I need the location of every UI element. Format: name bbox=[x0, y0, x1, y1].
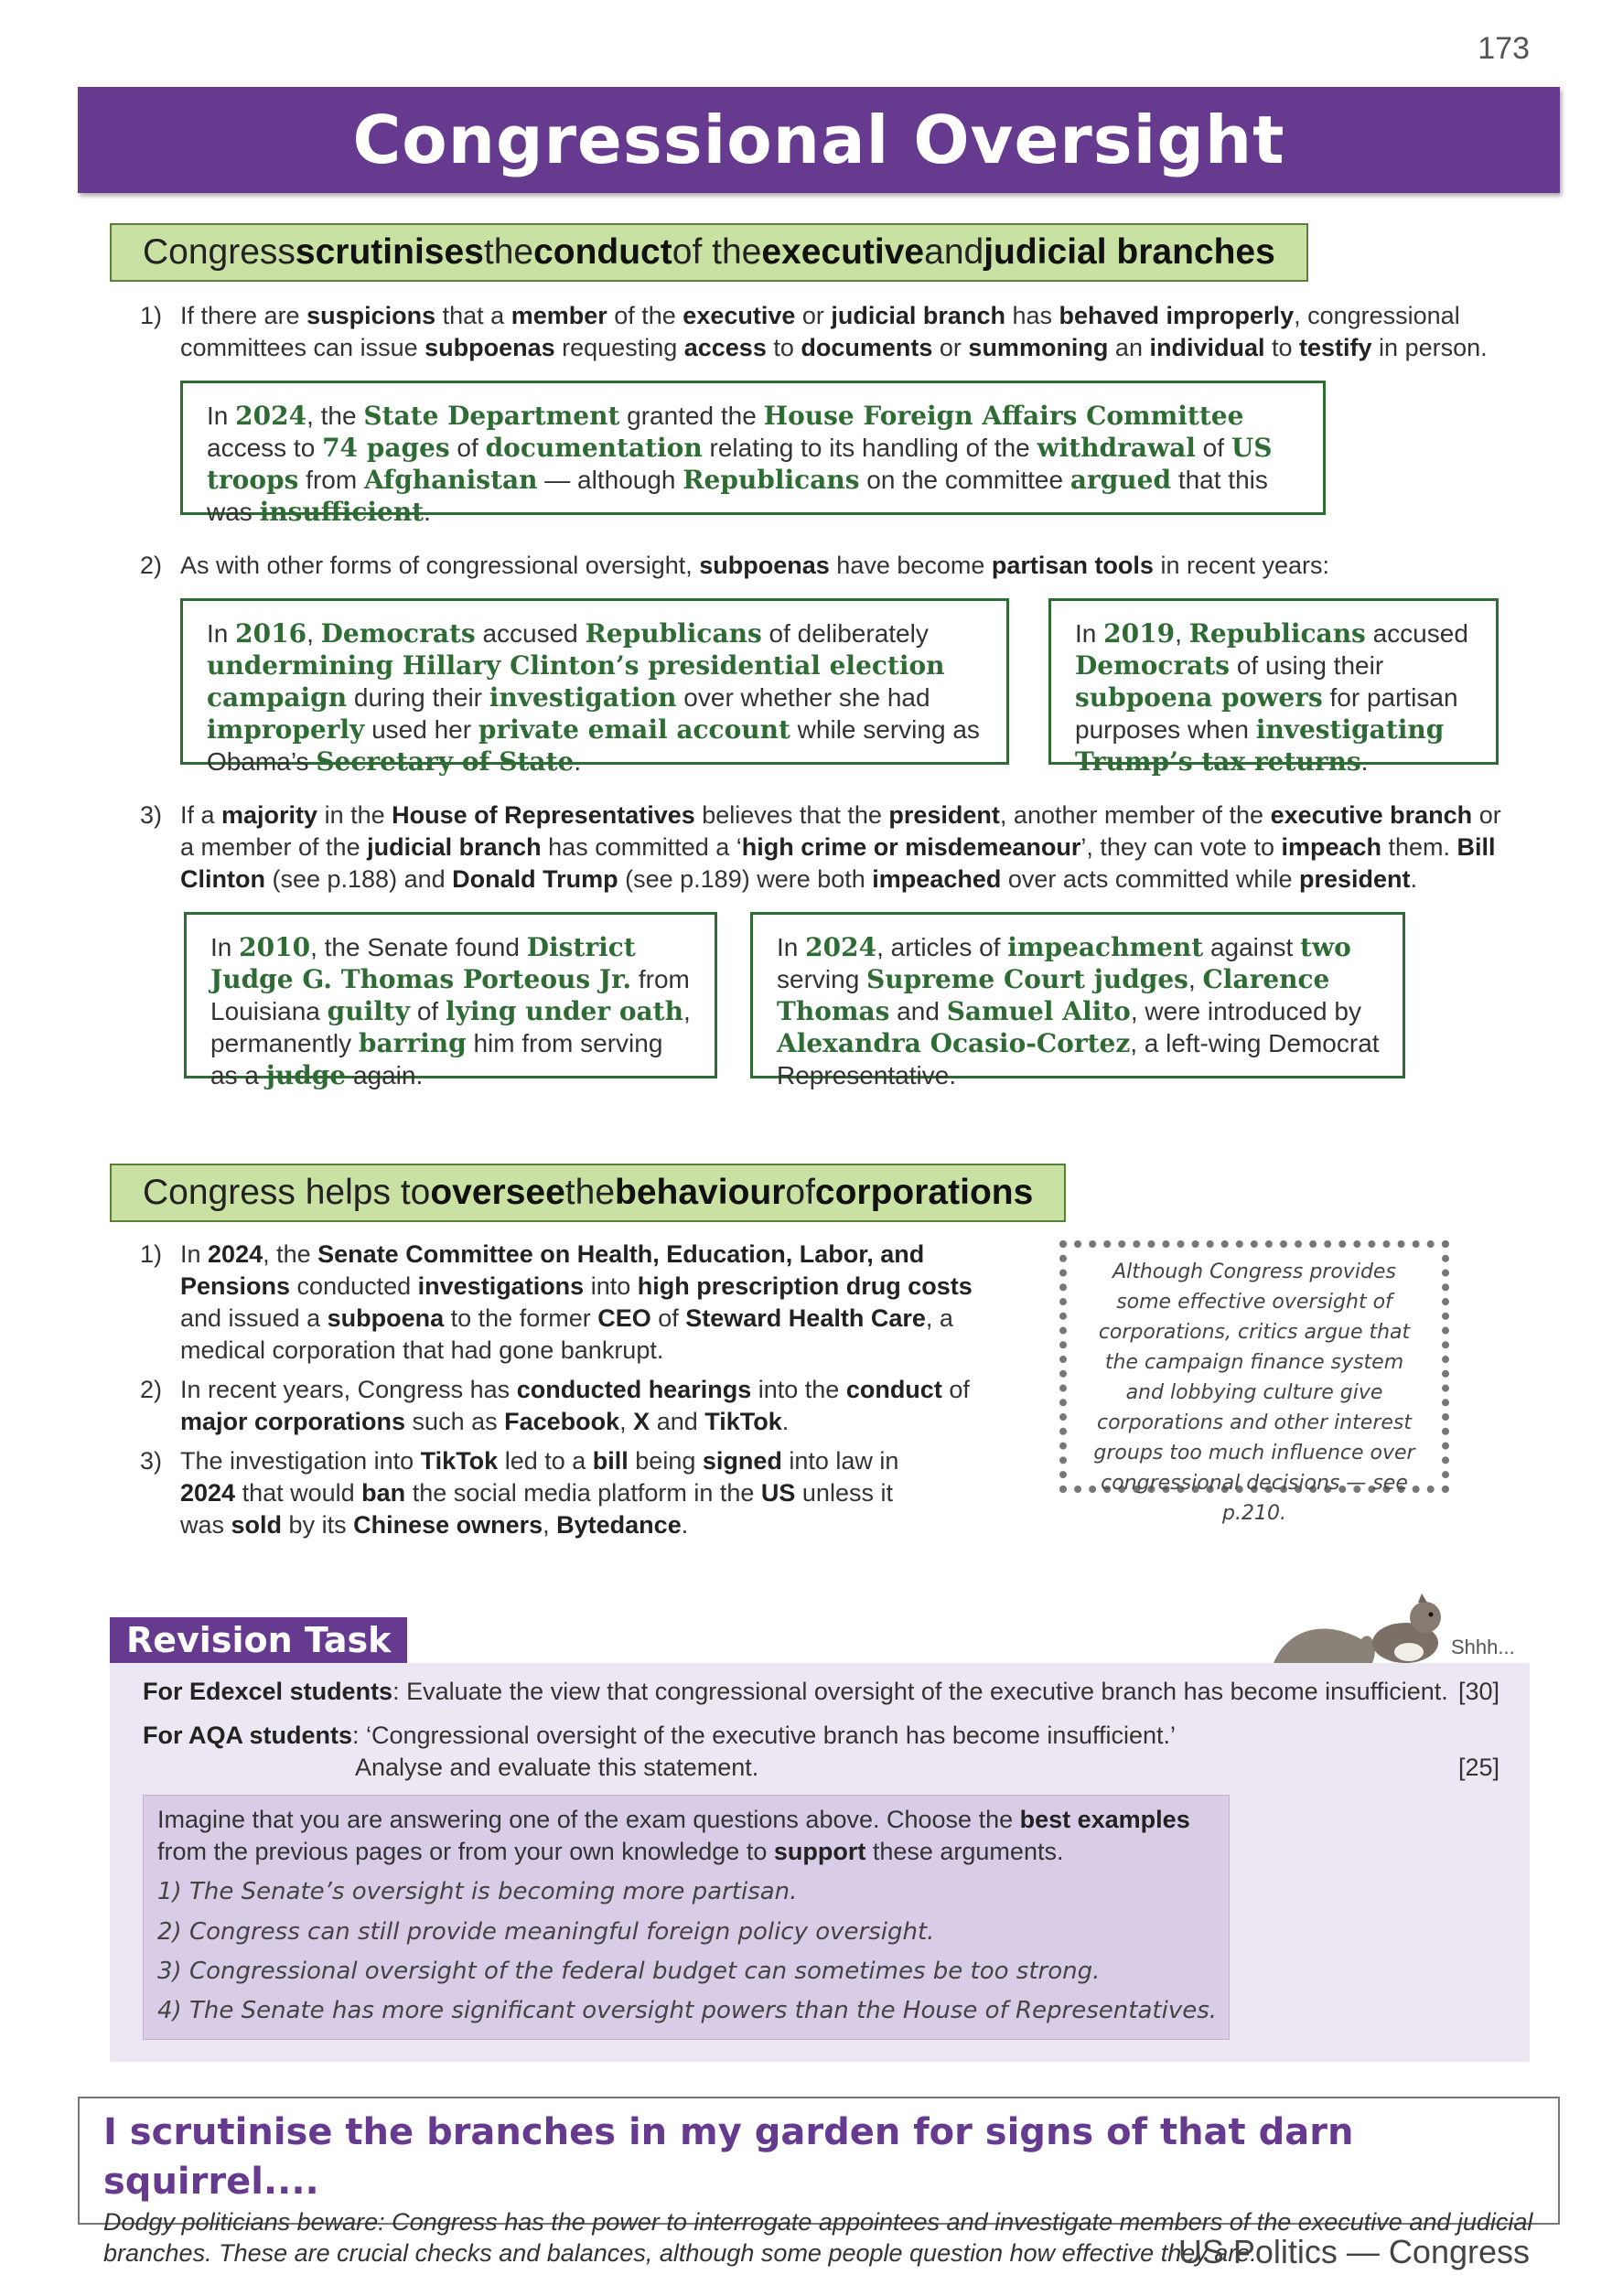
plain-text: or bbox=[932, 334, 969, 361]
argument-item-1 bbox=[157, 1878, 797, 1905]
argument-item-3 bbox=[157, 1958, 1100, 1985]
heading-bold: conduct bbox=[533, 232, 672, 272]
emphasis-text: lying under oath bbox=[446, 996, 683, 1026]
item-number: 2) bbox=[140, 552, 163, 579]
emphasis-text: Republicans bbox=[585, 618, 762, 649]
emphasis-text: Supreme Court judges bbox=[866, 964, 1188, 994]
plain-text: that this was bbox=[207, 466, 1268, 526]
plain-text: , permanently bbox=[210, 997, 691, 1057]
plain-text: into bbox=[584, 1272, 638, 1300]
plain-text: relating to its handling of the bbox=[702, 434, 1037, 462]
corporations-item-3 bbox=[140, 1445, 930, 1541]
plain-text: . bbox=[1360, 747, 1369, 776]
plain-text: , a medical corporation that had gone bankrupt. bbox=[180, 1304, 953, 1364]
argument-text: Congress can still provide meaningful foreign policy oversight. bbox=[188, 1918, 935, 1946]
plain-text: In bbox=[210, 933, 240, 961]
corporations-item-1 bbox=[140, 1239, 985, 1367]
edexcel-label: For Edexcel students bbox=[143, 1678, 393, 1705]
page-number: 173 bbox=[1478, 31, 1530, 66]
heading-text: the bbox=[564, 1173, 616, 1212]
plain-text: , another member of the bbox=[999, 801, 1271, 829]
plain-text: has committed a ‘ bbox=[541, 833, 742, 861]
paragraph-1 bbox=[140, 300, 1516, 364]
plain-text: such as bbox=[405, 1408, 505, 1435]
plain-text: of the bbox=[607, 302, 683, 329]
paragraph-text bbox=[180, 302, 1488, 361]
page-title: Congressional Oversight bbox=[352, 102, 1285, 178]
argument-text: Congressional oversight of the federal budget can sometimes be too strong. bbox=[188, 1958, 1101, 1985]
emphasis-text: State Department bbox=[363, 401, 620, 431]
plain-text: from bbox=[298, 466, 364, 494]
emphasis-text: House of Representatives bbox=[392, 801, 695, 829]
plain-text: unless it was bbox=[180, 1479, 893, 1539]
plain-text: to bbox=[1264, 334, 1300, 361]
emphasis-text: judge bbox=[265, 1060, 347, 1090]
emphasis-text: guilty bbox=[327, 996, 411, 1026]
plain-text: believes that the bbox=[694, 801, 889, 829]
summary-text: Dodgy politicians beware: Congress has the power to interrogate appointees and investigate members of the executive and judicial branches. These are crucial checks and balances, although some people question how effective they are. bbox=[103, 2208, 1533, 2267]
emphasis-text: Donald Trump bbox=[452, 865, 618, 893]
squirrel-icon bbox=[1270, 1592, 1453, 1665]
heading-text: Congress bbox=[143, 232, 296, 272]
heading-bold: scrutinises bbox=[295, 232, 484, 272]
emphasis-text: 2016 bbox=[235, 618, 307, 649]
plain-text: of bbox=[1195, 434, 1231, 462]
emphasis-text: 2024 bbox=[805, 932, 877, 962]
emphasis-text: private email account bbox=[478, 714, 790, 745]
edexcel-question bbox=[143, 1676, 1460, 1708]
emphasis-text: Bill Clinton bbox=[180, 833, 1496, 893]
section-heading-corporations bbox=[110, 1164, 1066, 1222]
plain-text: In recent years, Congress has bbox=[180, 1376, 517, 1403]
example-box-2019 bbox=[1048, 598, 1499, 777]
emphasis-text: Democrats bbox=[1075, 650, 1231, 681]
emphasis-text: Chinese owners bbox=[353, 1511, 543, 1539]
emphasis-text: documents bbox=[801, 334, 933, 361]
plain-text: have become bbox=[829, 552, 992, 579]
plain-text: of bbox=[410, 997, 446, 1025]
aside-note: Although Congress provides some effective oversight of corporations, critics argue that the campaign finance system and lobbying culture give corporations and other interest groups too much influence over congressional decisions — see p.210. bbox=[1059, 1240, 1449, 1493]
heading-bold: judicial branches bbox=[983, 232, 1275, 272]
emphasis-text: president bbox=[888, 801, 1000, 829]
aqa-question bbox=[143, 1720, 1332, 1752]
heading-bold: executive bbox=[761, 232, 925, 272]
emphasis-text: Secretary of State bbox=[316, 746, 575, 777]
footer-chapter: US Politics — Congress bbox=[1177, 2233, 1530, 2270]
plain-text: against bbox=[1203, 933, 1301, 961]
squirrel-ear bbox=[1418, 1593, 1427, 1603]
plain-text: , bbox=[619, 1408, 634, 1435]
item-number: 4) bbox=[157, 1997, 182, 2024]
plain-text: and issued a bbox=[180, 1304, 328, 1332]
plain-text: to the former bbox=[444, 1304, 598, 1332]
intro-text bbox=[157, 1806, 1190, 1865]
emphasis-text: major corporations bbox=[180, 1408, 406, 1435]
emphasis-text: ban bbox=[361, 1479, 406, 1507]
example-box-thomas-alito bbox=[750, 912, 1405, 1089]
emphasis-text: conduct bbox=[845, 1376, 942, 1403]
plain-text: in recent years: bbox=[1153, 552, 1330, 579]
paragraph-text bbox=[180, 1376, 970, 1435]
paragraph-text bbox=[180, 1447, 898, 1539]
emphasis-text: behaved improperly bbox=[1059, 302, 1295, 329]
plain-text: , congressional committees can issue bbox=[180, 302, 1460, 361]
heading-text: Congress helps to bbox=[143, 1173, 431, 1212]
aqa-label: For AQA students bbox=[143, 1722, 352, 1749]
plain-text: In bbox=[777, 933, 806, 961]
plain-text: . bbox=[424, 498, 431, 526]
emphasis-text: support bbox=[773, 1838, 866, 1865]
paragraph-text bbox=[180, 1240, 973, 1364]
emphasis-text: investigations bbox=[417, 1272, 585, 1300]
argument-text: The Senate has more significant oversight powers than the House of Representatives. bbox=[188, 1997, 1218, 2024]
plain-text: in the bbox=[317, 801, 392, 829]
emphasis-text: TikTok bbox=[420, 1447, 499, 1475]
emphasis-text: Republicans bbox=[1188, 618, 1366, 649]
emphasis-text: subpoenas bbox=[699, 552, 830, 579]
emphasis-text: president bbox=[1298, 865, 1411, 893]
plain-text: to bbox=[766, 334, 801, 361]
plain-text: , were introduced by bbox=[1130, 997, 1361, 1025]
plain-text: serving bbox=[777, 965, 867, 993]
emphasis-text: judicial branch bbox=[367, 833, 542, 861]
plain-text: him from serving as a bbox=[210, 1029, 663, 1089]
plain-text: — although bbox=[537, 466, 683, 494]
plain-text: If there are bbox=[180, 302, 307, 329]
heading-bold: corporations bbox=[814, 1173, 1034, 1212]
plain-text: from the previous pages or from your own knowledge to bbox=[157, 1838, 774, 1865]
plain-text: , the Senate found bbox=[310, 933, 527, 961]
box-text bbox=[207, 402, 1272, 526]
heading-text: of the bbox=[672, 232, 762, 272]
emphasis-text: undermining Hillary Clinton’s presidential election campaign bbox=[207, 650, 945, 713]
aqa-text: : ‘Congressional oversight of the executive branch has become insufficient.’ bbox=[352, 1722, 1177, 1749]
plain-text: an bbox=[1108, 334, 1150, 361]
plain-text: access to bbox=[207, 434, 323, 462]
emphasis-text: withdrawal bbox=[1037, 433, 1196, 463]
plain-text: during their bbox=[347, 683, 489, 712]
emphasis-text: Steward Health Care bbox=[685, 1304, 926, 1332]
paragraph-2 bbox=[140, 550, 1516, 582]
emphasis-text: subpoena powers bbox=[1075, 682, 1323, 713]
plain-text: has bbox=[1005, 302, 1059, 329]
emphasis-text: Samuel Alito bbox=[946, 996, 1131, 1026]
squirrel-eye bbox=[1429, 1613, 1434, 1617]
plain-text: that would bbox=[235, 1479, 362, 1507]
emphasis-text: X bbox=[633, 1408, 650, 1435]
item-number: 1) bbox=[157, 1878, 182, 1905]
squirrel-tail bbox=[1274, 1628, 1375, 1663]
example-box-afghanistan bbox=[180, 381, 1326, 527]
example-box-2016 bbox=[180, 598, 1009, 777]
emphasis-text: improperly bbox=[207, 714, 365, 745]
plain-text: , articles of bbox=[876, 933, 1008, 961]
edexcel-marks: [30] bbox=[1458, 1678, 1500, 1705]
emphasis-text: 2010 bbox=[239, 932, 311, 962]
emphasis-text: majority bbox=[221, 801, 318, 829]
plain-text: them. bbox=[1381, 833, 1457, 861]
emphasis-text: CEO bbox=[597, 1304, 651, 1332]
box-text bbox=[777, 933, 1380, 1089]
plain-text: or bbox=[795, 302, 832, 329]
emphasis-text: US bbox=[760, 1479, 796, 1507]
plain-text: As with other forms of congressional oversight, bbox=[180, 552, 700, 579]
plain-text: these arguments. bbox=[865, 1838, 1064, 1865]
emphasis-text: argued bbox=[1069, 465, 1172, 495]
plain-text: of bbox=[449, 434, 486, 462]
plain-text: . bbox=[574, 747, 582, 776]
emphasis-text: 2024 bbox=[235, 401, 307, 431]
emphasis-text: executive bbox=[683, 302, 796, 329]
box-text bbox=[207, 619, 980, 776]
emphasis-text: conducted hearings bbox=[516, 1376, 752, 1403]
plain-text: by its bbox=[282, 1511, 354, 1539]
plain-text: In bbox=[207, 619, 236, 648]
corporations-item-2 bbox=[140, 1374, 985, 1438]
emphasis-text: insufficient bbox=[259, 497, 425, 527]
emphasis-text: partisan tools bbox=[991, 552, 1154, 579]
plain-text: , the bbox=[306, 402, 364, 430]
emphasis-text: 2024 bbox=[180, 1479, 236, 1507]
plain-text: , a left-wing Democrat Representative. bbox=[777, 1029, 1380, 1089]
plain-text: into law in bbox=[781, 1447, 899, 1475]
emphasis-text: District Judge G. Thomas Porteous Jr. bbox=[210, 932, 636, 994]
emphasis-text: executive branch bbox=[1270, 801, 1473, 829]
plain-text: The investigation into bbox=[180, 1447, 421, 1475]
plain-text: (see p.188) and bbox=[264, 865, 453, 893]
emphasis-text: 74 pages bbox=[322, 433, 450, 463]
plain-text: If a bbox=[180, 801, 222, 829]
paragraph-3 bbox=[140, 799, 1516, 896]
plain-text: In bbox=[207, 402, 236, 430]
emphasis-text: Senate Committee on Health, Education, Labor, and Pensions bbox=[180, 1240, 925, 1300]
plain-text: In bbox=[180, 1240, 209, 1268]
emphasis-text: House Foreign Affairs Committee bbox=[763, 401, 1244, 431]
heading-bold: behaviour bbox=[615, 1173, 786, 1212]
plain-text: into the bbox=[751, 1376, 846, 1403]
squirrel-belly bbox=[1394, 1643, 1424, 1661]
emphasis-text: testify bbox=[1299, 334, 1372, 361]
plain-text: used her bbox=[364, 715, 478, 744]
argument-item-4 bbox=[157, 1997, 1217, 2024]
plain-text: , the bbox=[263, 1240, 318, 1268]
emphasis-text: Republicans bbox=[683, 465, 860, 495]
emphasis-text: judicial branch bbox=[831, 302, 1005, 329]
plain-text: of deliberately bbox=[761, 619, 929, 648]
plain-text: accused bbox=[475, 619, 586, 648]
emphasis-text: subpoenas bbox=[425, 334, 555, 361]
plain-text: over whether she had bbox=[676, 683, 930, 712]
emphasis-text: suspicions bbox=[306, 302, 436, 329]
aqa-question-line2: Analyse and evaluate this statement. bbox=[355, 1754, 759, 1781]
emphasis-text: two bbox=[1300, 932, 1351, 962]
emphasis-text: impeached bbox=[872, 865, 1002, 893]
item-number: 2) bbox=[140, 1376, 163, 1403]
emphasis-text: documentation bbox=[485, 433, 703, 463]
plain-text: (see p.189) were both bbox=[618, 865, 873, 893]
plain-text: again. bbox=[346, 1061, 424, 1089]
paragraph-text bbox=[180, 801, 1501, 893]
plain-text: , bbox=[543, 1511, 557, 1539]
plain-text: . bbox=[1410, 865, 1418, 893]
box-text bbox=[210, 933, 691, 1089]
plain-text: , bbox=[1188, 965, 1203, 993]
heading-bold: oversee bbox=[430, 1173, 565, 1212]
plain-text: that a bbox=[435, 302, 511, 329]
heading-text: and bbox=[924, 232, 984, 272]
emphasis-text: best examples bbox=[1019, 1806, 1190, 1833]
plain-text: for partisan purposes when bbox=[1075, 683, 1458, 744]
emphasis-text: Democrats bbox=[320, 618, 476, 649]
plain-text: , bbox=[1175, 619, 1189, 648]
emphasis-text: Alexandra Ocasio-Cortez bbox=[777, 1028, 1131, 1058]
emphasis-text: investigating Trump’s tax returns bbox=[1075, 714, 1445, 777]
summary-heading: I scrutinise the branches in my garden for signs of that darn squirrel.... bbox=[103, 2111, 1354, 2203]
emphasis-text: 2024 bbox=[208, 1240, 263, 1268]
emphasis-text: 2019 bbox=[1103, 618, 1176, 649]
plain-text: over acts committed while bbox=[1001, 865, 1299, 893]
plain-text: granted the bbox=[619, 402, 764, 430]
plain-text: Imagine that you are answering one of the exam questions above. Choose the bbox=[157, 1806, 1020, 1833]
plain-text: being bbox=[628, 1447, 703, 1475]
emphasis-text: impeach bbox=[1281, 833, 1382, 861]
plain-text: led to a bbox=[498, 1447, 593, 1475]
plain-text: , bbox=[306, 619, 321, 648]
argument-text: The Senate’s oversight is becoming more partisan. bbox=[188, 1878, 798, 1905]
plain-text: of bbox=[941, 1376, 970, 1403]
plain-text: on the committee bbox=[859, 466, 1070, 494]
emphasis-text: investigation bbox=[489, 682, 677, 713]
plain-text: In bbox=[1075, 619, 1104, 648]
plain-text: in person. bbox=[1371, 334, 1488, 361]
item-number: 1) bbox=[140, 302, 163, 329]
plain-text: accused bbox=[1365, 619, 1468, 648]
arguments-intro bbox=[157, 1804, 1219, 1868]
plain-text: requesting bbox=[554, 334, 684, 361]
plain-text: of using their bbox=[1230, 651, 1384, 680]
emphasis-text: Afghanistan bbox=[363, 465, 538, 495]
plain-text: or a member of the bbox=[180, 801, 1501, 861]
item-number: 3) bbox=[140, 801, 163, 829]
emphasis-text: impeachment bbox=[1007, 932, 1204, 962]
plain-text: ’, they can vote to bbox=[1080, 833, 1282, 861]
item-number: 2) bbox=[157, 1918, 182, 1946]
emphasis-text: high prescription drug costs bbox=[637, 1272, 973, 1300]
emphasis-text: subpoena bbox=[327, 1304, 445, 1332]
plain-text: of bbox=[650, 1304, 686, 1332]
aqa-marks: [25] bbox=[1458, 1754, 1500, 1781]
emphasis-text: signed bbox=[702, 1447, 782, 1475]
shhh-caption: Shhh... bbox=[1451, 1636, 1515, 1658]
squirrel-head bbox=[1410, 1602, 1441, 1633]
argument-item-2 bbox=[157, 1918, 934, 1946]
example-box-porteous bbox=[184, 912, 717, 1090]
revision-task-label: Revision Task bbox=[110, 1617, 407, 1663]
plain-text: . bbox=[681, 1511, 689, 1539]
item-number: 3) bbox=[157, 1958, 182, 1985]
emphasis-text: barring bbox=[358, 1028, 467, 1058]
item-number: 3) bbox=[140, 1447, 163, 1475]
plain-text: . bbox=[781, 1408, 790, 1435]
plain-text: the social media platform in the bbox=[405, 1479, 761, 1507]
emphasis-text: high crime or misdemeanour bbox=[741, 833, 1081, 861]
emphasis-text: sold bbox=[231, 1511, 283, 1539]
plain-text: and bbox=[889, 997, 947, 1025]
plain-text: conducted bbox=[290, 1272, 418, 1300]
item-number: 1) bbox=[140, 1240, 163, 1268]
emphasis-text: US troops bbox=[207, 433, 1273, 495]
emphasis-text: summoning bbox=[968, 334, 1109, 361]
heading-text: of bbox=[785, 1173, 815, 1212]
plain-text: from Louisiana bbox=[210, 965, 690, 1025]
emphasis-text: individual bbox=[1149, 334, 1265, 361]
box-text bbox=[1075, 619, 1468, 776]
emphasis-text: Bytedance bbox=[556, 1511, 682, 1539]
edexcel-text: : Evaluate the view that congressional oversight of the executive branch has become insufficient. bbox=[392, 1678, 1448, 1705]
heading-text: the bbox=[483, 232, 534, 272]
emphasis-text: bill bbox=[592, 1447, 629, 1475]
paragraph-text bbox=[180, 552, 1329, 579]
emphasis-text: Clarence Thomas bbox=[777, 964, 1330, 1026]
section-heading-judicial bbox=[110, 223, 1308, 282]
emphasis-text: access bbox=[683, 334, 767, 361]
plain-text: and bbox=[650, 1408, 705, 1435]
emphasis-text: member bbox=[511, 302, 607, 329]
emphasis-text: Facebook bbox=[504, 1408, 620, 1435]
plain-text: while serving as Obama’s bbox=[207, 715, 980, 776]
title-bar bbox=[78, 87, 1560, 193]
emphasis-text: TikTok bbox=[704, 1408, 782, 1435]
